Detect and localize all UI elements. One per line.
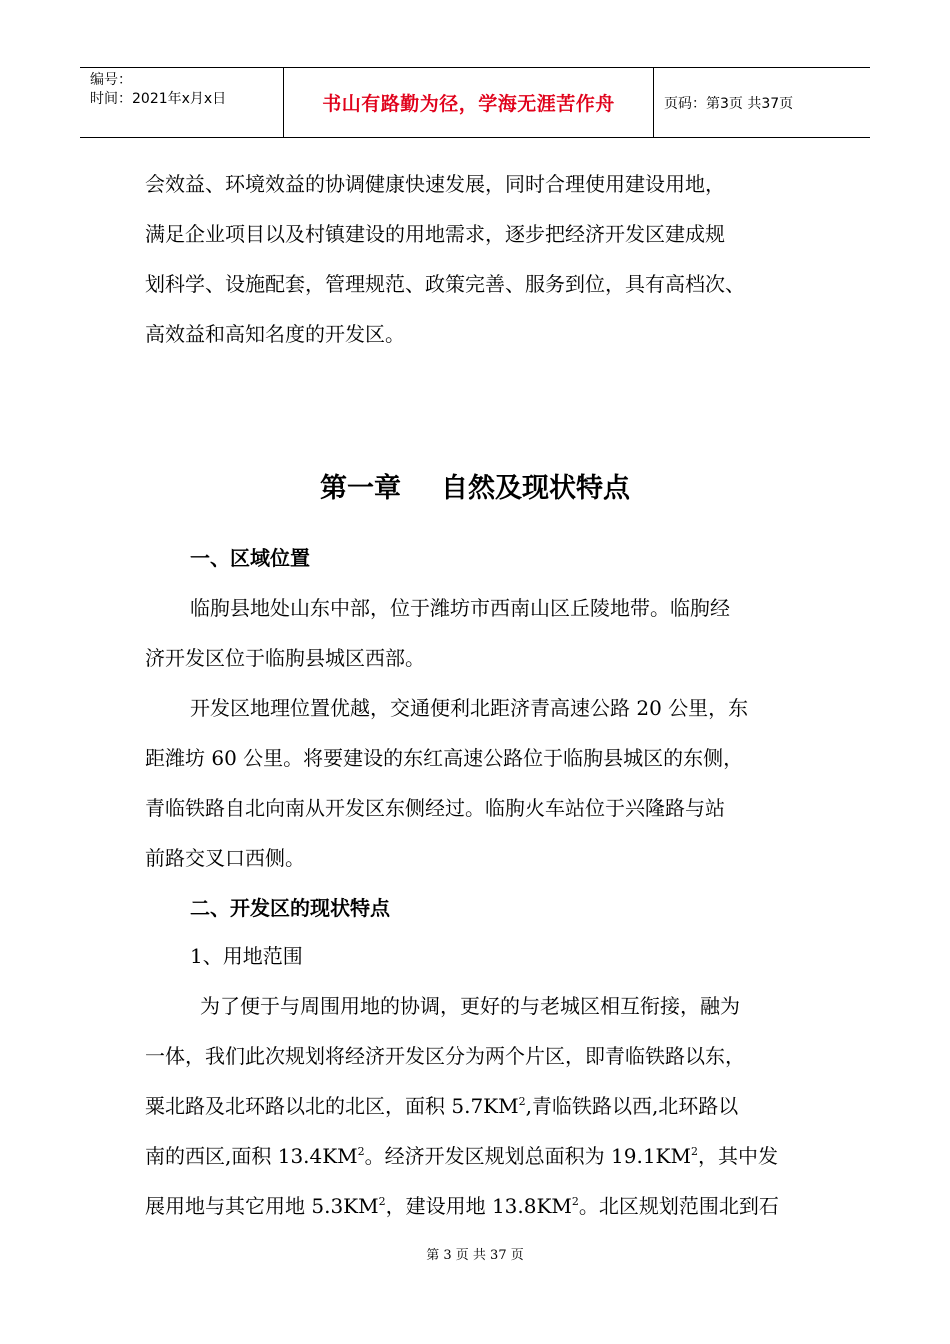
paragraph-line: 开发区地理位置优越，交通便利北距济青高速公路 20 公里，东 — [190, 696, 749, 720]
chapter-number: 第一章 — [320, 473, 401, 504]
intro-line: 满足企业项目以及村镇建设的用地需求，逐步把经济开发区建成规 — [145, 222, 725, 246]
paragraph-line: 济开发区位于临朐县城区西部。 — [145, 646, 425, 670]
text-run: 。北区规划范围北到石 — [578, 1194, 779, 1218]
paragraph-line: 前路交叉口西侧。 — [145, 846, 305, 870]
paragraph-line — [145, 1142, 778, 1170]
number-label: 编号： — [90, 72, 132, 88]
text-run: ，其中发 — [697, 1144, 778, 1168]
time-label: 时间：2021年x月x日 — [90, 91, 227, 107]
intro-line: 会效益、环境效益的协调健康快速发展，同时合理使用建设用地， — [145, 172, 725, 196]
text-run: 展用地与其它用地 5.3KM — [145, 1194, 379, 1218]
superscript: 2 — [357, 1145, 365, 1158]
superscript: 2 — [571, 1195, 579, 1208]
paragraph-line — [145, 1092, 738, 1120]
intro-line: 划科学、设施配套，管理规范、政策完善、服务到位，具有高档次、 — [145, 272, 745, 296]
header-page-info: 页码：第3页 共37页 — [664, 95, 794, 112]
chapter-name: 自然及现状特点 — [441, 473, 630, 504]
text-run: 。经济开发区规划总面积为 19.1KM — [364, 1144, 691, 1168]
superscript: 2 — [518, 1095, 526, 1108]
text-run: ，建设用地 13.8KM — [385, 1194, 572, 1218]
page-header — [80, 67, 870, 138]
superscript: 2 — [690, 1145, 698, 1158]
paragraph-line: 一体，我们此次规划将经济开发区分为两个片区，即青临铁路以东， — [145, 1044, 745, 1068]
header-meta — [80, 68, 283, 137]
paragraph-line — [145, 1192, 779, 1220]
superscript: 2 — [378, 1195, 386, 1208]
text-run: 粟北路及北环路以北的北区，面积 5.7KM — [145, 1094, 519, 1118]
paragraph-line: 临朐县地处山东中部，位于潍坊市西南山区丘陵地带。临朐经 — [190, 596, 730, 620]
section-heading: 二、开发区的现状特点 — [190, 896, 390, 920]
text-run: 南的西区,面积 13.4KM — [145, 1144, 358, 1168]
header-motto: 书山有路勤为径，学海无涯苦作舟 — [283, 68, 654, 137]
paragraph-line: 青临铁路自北向南从开发区东侧经过。临朐火车站位于兴隆路与站 — [145, 796, 725, 820]
chapter-title — [0, 466, 950, 505]
text-run: ,青临铁路以西,北环路以 — [525, 1094, 739, 1118]
paragraph-line: 为了便于与周围用地的协调，更好的与老城区相互衔接，融为 — [200, 994, 740, 1018]
page-footer: 第 3 页 共 37 页 — [426, 1248, 524, 1263]
paragraph-line: 距潍坊 60 公里。将要建设的东红高速公路位于临朐县城区的东侧， — [145, 746, 744, 770]
subsection-heading: 1、用地范围 — [190, 944, 303, 968]
intro-line: 高效益和高知名度的开发区。 — [145, 322, 405, 346]
section-heading: 一、区域位置 — [190, 546, 310, 570]
